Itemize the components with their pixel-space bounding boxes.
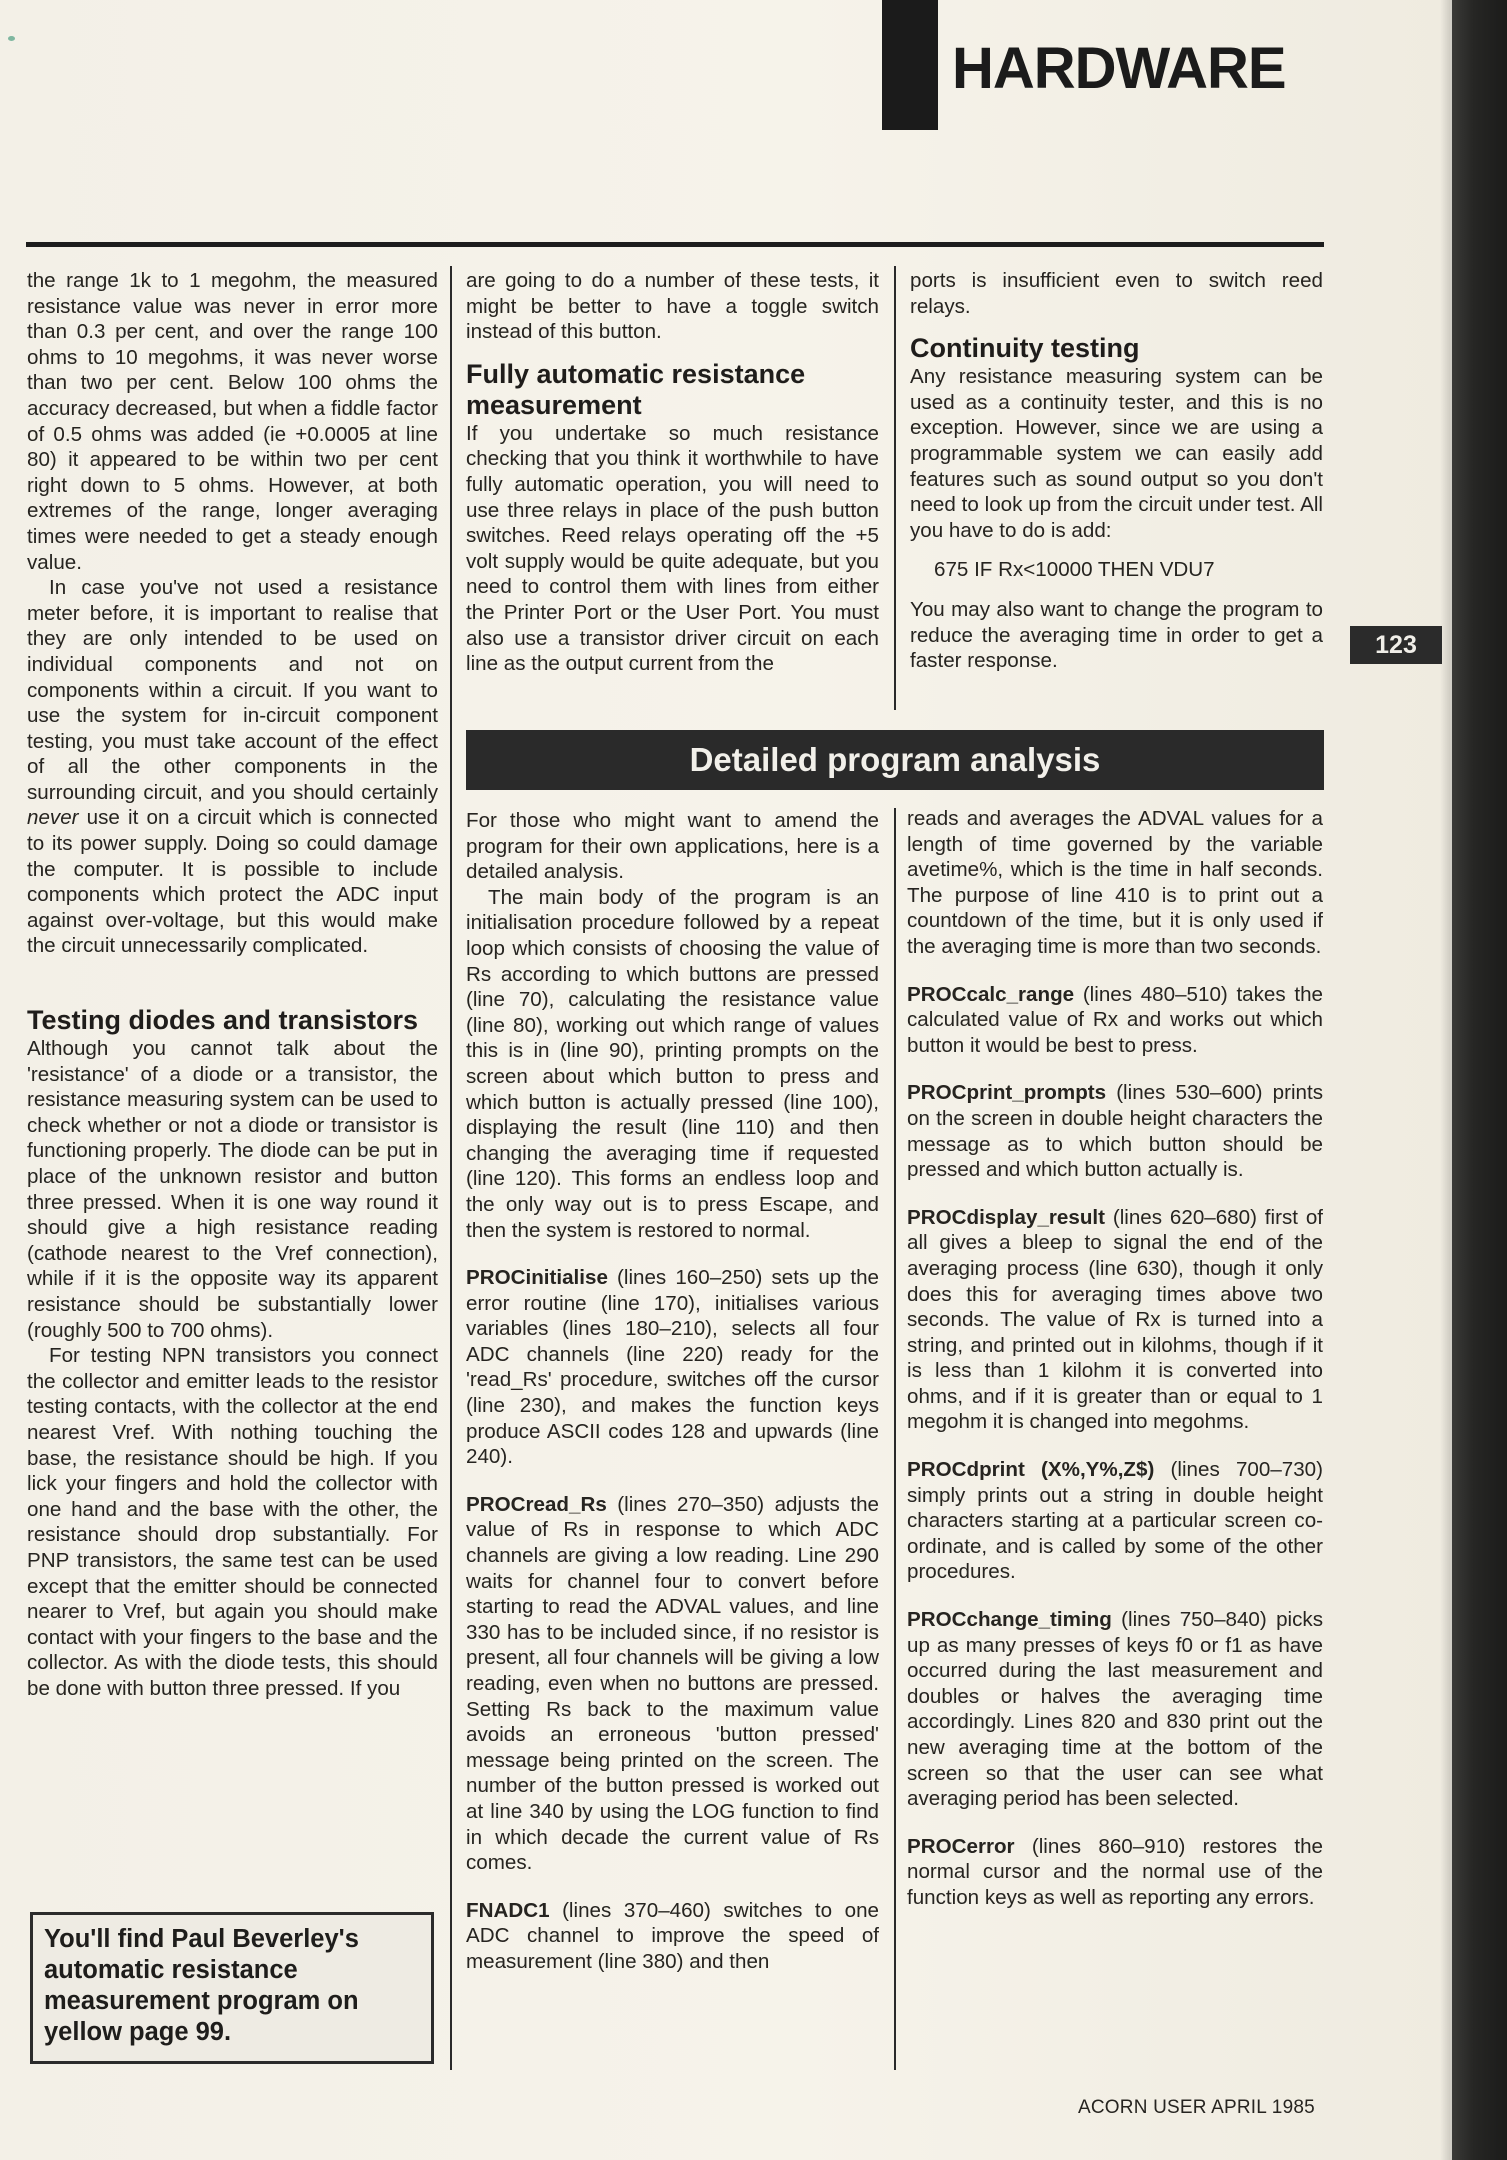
paragraph: You may also want to change the program to reduce the averaging time in order to get a faster response. [910,597,1323,673]
magazine-spine [1452,0,1507,2160]
procedure-entry [907,1457,1323,1585]
column-rule-right-bottom [894,808,896,2070]
section-title: HARDWARE [952,36,1286,101]
column-rule-left [450,266,452,2070]
procedure-entry [907,1834,1323,1911]
column-2-bottom [466,808,879,1975]
procedure-text: (lines 860–910) restores the normal cursor and the normal use of the function keys as well as reporting any errors. [907,1834,1323,1909]
procedure-entry [466,1492,879,1876]
procedure-text: (lines 700–730) simply prints out a string in double height characters starting at a particular screen co-ordinate, and is called by some of the other procedures. [907,1458,1323,1584]
procedure-name: PROCcalc_range [907,982,1075,1006]
code-line: 675 IF Rx<10000 THEN VDU7 [934,558,1215,582]
procedure-text: (lines 530–600) prints on the screen in double height characters the message as to which button should be pressed and which button actually is. [907,1081,1323,1182]
procedure-name: PROCdprint (X%,Y%,Z$) [907,1458,1155,1482]
heading-fully-automatic: Fully automatic resistance measurement [466,358,806,420]
paragraph: Any resistance measuring system can be used as a continuity tester, and this is no exception. However, since we are using a programmable system we can easily add features such as sound output so you don't need to look up from the circuit under test. All you have to do is add: [910,365,1323,542]
emphasis: never [27,806,79,830]
procedure-name: PROCprint_prompts [907,1081,1107,1105]
paragraph: reads and averages the ADVAL values for a length of time governed by the variable avetime%, which is the time in half seconds. The purpose of line 410 is to print out a countdown of the time, but it is only used if the averaging time is more than two seconds. [907,807,1323,958]
paragraph: Although you cannot talk about the 'resistance' of a diode or a transistor, the resistance measuring system can be used to check whether or not a diode or transistor is functioning properly. The diode can be put in place of the unknown resistor and button three pressed. When it is one way round it should give a high resistance reading (cathode nearest to the Vref connection), while if it is the opposite way its apparent resistance should be substantially lower (roughly 500 to 700 ohms). [27,1037,438,1342]
procedure-entry [907,1205,1323,1435]
procedure-text: (lines 370–460) switches to one ADC channel to improve the speed of measurement (line 380) and then [466,1898,879,1973]
procedure-name: PROCdisplay_result [907,1205,1105,1229]
print-speck [8,36,15,41]
paragraph [27,575,438,959]
procedure-entry [466,1265,879,1470]
header-block [882,0,938,130]
procedure-text: (lines 750–840) picks up as many presses of keys f0 or f1 as have occurred during the last measurement and doubles or halves the averaging time accordingly. Lines 820 and 830 print out the new averaging time at the bottom of the screen so that the user can see what averaging period has been selected. [907,1608,1323,1811]
heading-testing-diodes: Testing diodes and transistors [27,1005,419,1036]
column-1 [27,268,438,1701]
column-2-top [466,268,879,677]
procedure-text: (lines 620–680) first of all gives a bleep to signal the end of the averaging process (line 630), though it only does this for averaging times above two seconds. The value of Rx is turned into a string, and printed out in kilohms, though if it is less than 1 kilohm it is converted into ohms, and if it is greater than or equal to 1 megohm it is changed into megohms. [907,1205,1323,1434]
procedure-name: PROCerror [907,1834,1015,1858]
procedure-text: (lines 270–350) adjusts the value of Rs in response to which ADC channels are giving a low reading. Line 290 waits for channel four to convert before starting to read the ADVAL values, and line 330 has to be included since, if no resistor is present, all four channels will be giving a low reading, even when no buttons are pressed. Setting Rs back to the maximum value avoids an erroneous 'button pressed' message being printed on the screen. The number of the button pressed is worked out at line 340 by using the LOG function to find in which decade the current value of Rs comes. [466,1492,879,1875]
paragraph: the range 1k to 1 megohm, the measured resistance value was never in error more than 0.3 per cent, and over the range 100 ohms to 10 megohms, it was never worse than two per cent. Below 100 ohms the accuracy decreased, but when a fiddle factor of 0.5 ohms was added (ie +0.0005 at line 80) it appeared to be within two per cent right down to 5 ohms. However, at both extremes of the range, longer averaging times were needed to get a steady enough value. [27,269,438,574]
callout-text: You'll find Paul Beverley's automatic resistance measurement program on yellow page 99. [44,1925,359,2046]
heading-continuity-testing: Continuity testing [910,333,1140,364]
paragraph: For testing NPN transistors you connect the collector and emitter leads to the resistor testing contacts, with the collector at the end nearest Vref. With nothing touching the base, the resistance should be high. If you lick your fingers and hold the collector with one hand and the base with the other, the resistance should drop substantially. For PNP transistors, the same test can be used except that the emitter should be connected nearer to Vref, but again you should make contact with your fingers to the base and the collector. As with the diode tests, this should be done with button three pressed. If you [27,1344,438,1700]
column-3-bottom [907,806,1323,1911]
page-number: 123 [1375,631,1417,659]
procedure-name: PROCinitialise [466,1266,608,1290]
section-band-title: Detailed program analysis [689,741,1101,778]
column-3-top [910,268,1323,674]
text-run: use it on a circuit which is connected to its power supply. Doing so could damage the computer. It is possible to include components which protect the ADC input against over-voltage, but this would make the circuit unnecessarily complicated. [27,806,438,958]
column-rule-right-top [894,266,896,710]
paragraph: are going to do a number of these tests, it might be better to have a toggle switch instead of this button. [466,269,879,344]
procedure-name: PROCread_Rs [466,1492,607,1516]
procedure-text: (lines 160–250) sets up the error routine (line 170), initialises various variables (lines 180–210), selects all four ADC channels (line 220) ready for the 'read_Rs' procedure, switches off the cursor (line 230), and makes the function keys produce ASCII codes 128 and upwards (line 240). [466,1266,879,1469]
text-run: In case you've not used a resistance meter before, it is important to realise that they are only intended to be used on individual components and not on components within a circuit. If you want to use the system for in-circuit component testing, you must take account of the effect of all the other components in the surrounding circuit, and you should certainly [27,576,438,804]
procedure-text: (lines 480–510) takes the calculated value of Rx and works out which button it would be best to press. [907,982,1323,1057]
procedure-entry [907,1080,1323,1182]
paragraph: ports is insufficient even to switch reed relays. [910,269,1323,318]
header-rule [26,242,1324,247]
procedure-name: FNADC1 [466,1898,550,1922]
procedure-name: PROCchange_timing [907,1608,1112,1632]
procedure-entry [466,1898,879,1975]
procedure-entry [907,1607,1323,1812]
paragraph: If you undertake so much resistance checking that you think it worthwhile to have fully automatic operation, you will need to use three relays in place of the push button switches. Reed relays operating off the +5 volt supply would be quite adequate, but you need to control them with lines from either the Printer Port or the User Port. You must also use a transistor driver circuit on each line as the output current from the [466,421,879,676]
footer-issue: ACORN USER APRIL 1985 [1078,2097,1315,2118]
paragraph: For those who might want to amend the program for their own applications, here is a detailed analysis. [466,809,879,884]
paragraph: The main body of the program is an initialisation procedure followed by a repeat loop which consists of choosing the value of Rs according to which buttons are pressed (line 70), calculating the resistance value (line 80), working out which range of values this is in (line 90), printing prompts on the screen about which button to press and which button is actually pressed (line 100), displaying the result (line 110) and then changing the averaging time if requested (line 120). This forms an endless loop and the only way out is to press Escape, and then the system is restored to normal. [466,885,879,1242]
procedure-entry [907,982,1323,1059]
